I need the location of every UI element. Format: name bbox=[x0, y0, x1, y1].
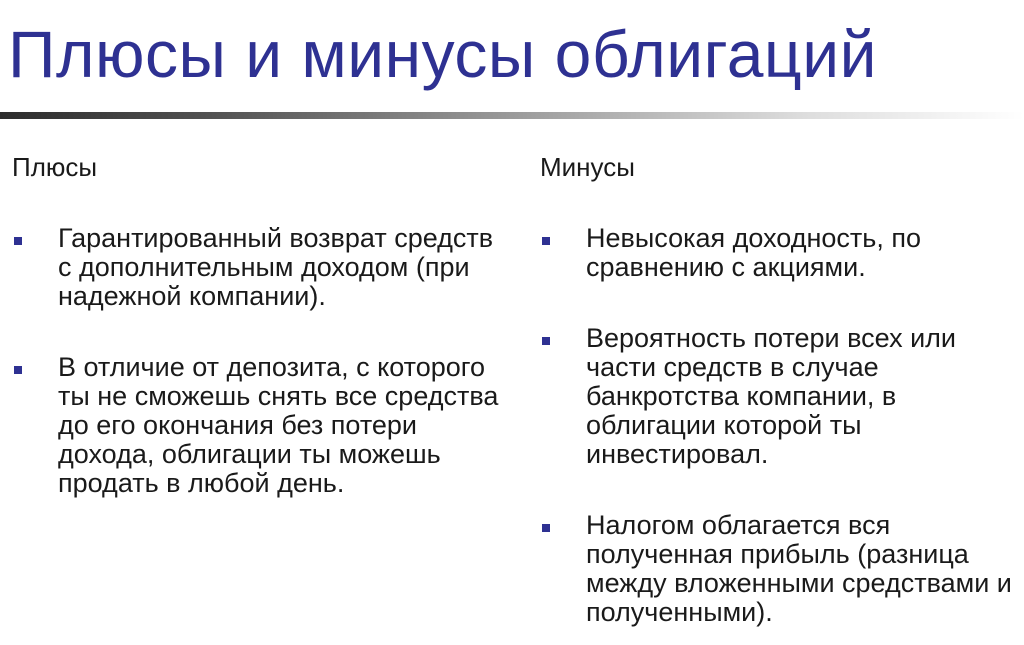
pros-heading: Плюсы bbox=[12, 152, 98, 182]
cons-item-text: Вероятность потери всех или части средств в случае банкротства компании, в облигации которой ты инвестировал. bbox=[586, 323, 957, 469]
square-bullet-icon bbox=[542, 337, 550, 345]
cons-item-text: Налогом облагается вся полученная прибыль (разница между вложенными средствами и полученными). bbox=[586, 510, 1012, 627]
cons-item bbox=[540, 224, 1020, 282]
cons-item bbox=[540, 511, 1020, 627]
pros-item-text: Гарантированный возврат средств с дополнительным доходом (при надежной компании). bbox=[58, 223, 494, 311]
pros-item bbox=[12, 353, 512, 498]
cons-item bbox=[540, 324, 1020, 469]
cons-item-text: Невысокая доходность, по сравнению с акциями. bbox=[586, 223, 921, 282]
pros-list bbox=[12, 224, 512, 498]
cons-heading: Минусы bbox=[540, 152, 635, 182]
pros-item bbox=[12, 224, 512, 311]
title-divider bbox=[0, 112, 1024, 119]
pros-column bbox=[12, 150, 512, 498]
cons-column bbox=[540, 150, 1020, 627]
cons-list bbox=[540, 224, 1020, 627]
square-bullet-icon bbox=[542, 524, 550, 532]
pros-item-text: В отличие от депозита, с которого ты не сможешь снять все средства до его окончания без потери дохода, облигации ты можешь продать в любой день. bbox=[58, 352, 499, 498]
square-bullet-icon bbox=[14, 237, 22, 245]
square-bullet-icon bbox=[542, 237, 550, 245]
slide-title: Плюсы и минусы облигаций bbox=[8, 17, 877, 91]
square-bullet-icon bbox=[14, 366, 22, 374]
